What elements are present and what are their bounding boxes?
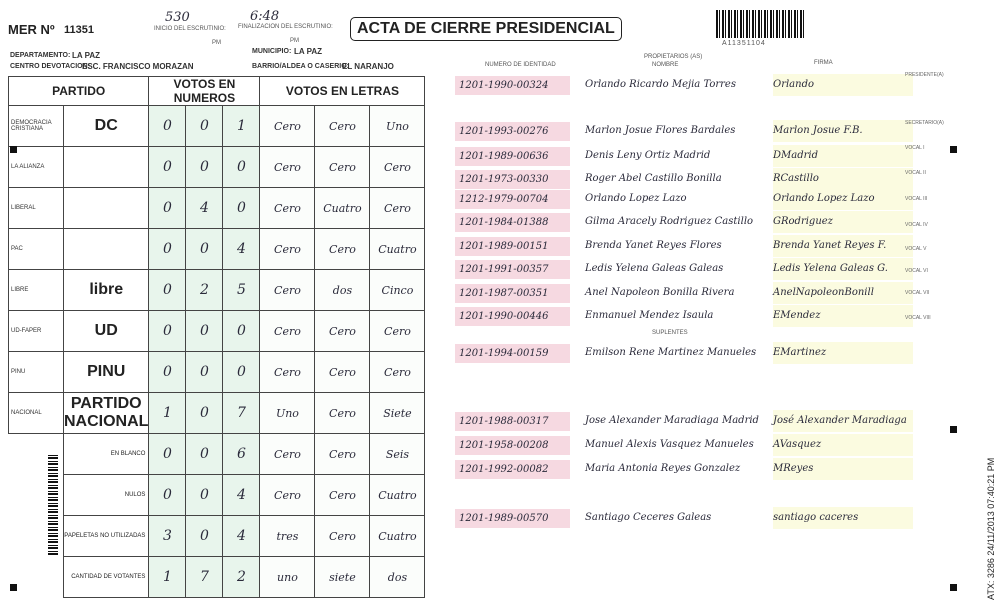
member-row [455, 305, 955, 327]
member-row [455, 235, 955, 257]
member-name: Marlon Josue Flores Bardales [585, 125, 736, 136]
summary-row [9, 516, 425, 557]
votes-word: Cero [370, 311, 425, 352]
summary-digit: 0 [186, 475, 223, 516]
member-row [455, 145, 955, 167]
summary-label: NULOS [64, 475, 149, 516]
member-signature: Orlando Lopez Lazo [773, 188, 913, 210]
member-signature: EMendez [773, 305, 913, 327]
finalizacion-value: 6:48 [250, 9, 280, 24]
party-name: PAC [9, 229, 64, 270]
member-row [455, 282, 955, 304]
party-row [9, 270, 425, 311]
party-name: NACIONAL [9, 393, 64, 434]
suplente-id: 1201-1989-00570 [455, 509, 570, 528]
party-logo: DC [64, 106, 149, 147]
votes-digit: 0 [223, 352, 260, 393]
party-row [9, 188, 425, 229]
votes-digit: 4 [223, 229, 260, 270]
suplente-name: Jose Alexander Maradiaga Madrid [585, 415, 759, 426]
votes-word: Cero [315, 352, 370, 393]
suplente-signature: MReyes [773, 458, 913, 480]
suplente-row [455, 410, 955, 432]
summary-label: PAPELETAS NO UTILIZADAS [64, 516, 149, 557]
party-row [9, 106, 425, 147]
barrio-label: BARRIO/ALDEA O CASERIO: [252, 63, 349, 70]
summary-row [9, 557, 425, 598]
suplente-row [455, 434, 955, 456]
mer-number: 11351 [64, 24, 94, 36]
summary-digit: 0 [186, 516, 223, 557]
votes-word: Siete [370, 393, 425, 434]
votes-table [8, 76, 425, 598]
summary-digit: 1 [149, 557, 186, 598]
member-signature: RCastillo [773, 168, 913, 190]
votes-digit: 5 [223, 270, 260, 311]
votes-digit: 0 [186, 393, 223, 434]
votes-digit: 0 [149, 352, 186, 393]
party-logo: libre [64, 270, 149, 311]
summary-word: uno [260, 557, 315, 598]
votes-digit: 0 [186, 106, 223, 147]
votes-digit: 0 [186, 352, 223, 393]
member-name: Enmanuel Mendez Isaula [585, 310, 714, 321]
party-logo: UD [64, 311, 149, 352]
votes-digit: 0 [223, 147, 260, 188]
votes-word: Cero [260, 147, 315, 188]
votes-digit: 1 [223, 106, 260, 147]
page-title: ACTA DE CIERRE PRESIDENCIAL [350, 17, 622, 41]
votes-word: Cero [315, 311, 370, 352]
suplente-signature: AVasquez [773, 434, 913, 456]
party-logo [64, 229, 149, 270]
votes-digit: 2 [186, 270, 223, 311]
summary-row [9, 475, 425, 516]
party-logo: PINU [64, 352, 149, 393]
votes-word: Cero [370, 188, 425, 229]
votes-word: Cero [260, 106, 315, 147]
votes-digit: 0 [149, 106, 186, 147]
votes-digit: 4 [186, 188, 223, 229]
votes-digit: 0 [149, 270, 186, 311]
member-signature: Marlon Josue F.B. [773, 120, 913, 142]
inicio-value: 530 [165, 10, 190, 25]
votes-word: dos [315, 270, 370, 311]
mer-label: MER Nº [8, 22, 55, 37]
municipio-value: LA PAZ [294, 47, 322, 56]
suplente-name: Santiago Ceceres Galeas [585, 512, 712, 523]
suplente-row [455, 458, 955, 480]
nombre-label: NOMBRE [652, 62, 679, 68]
suplente-name: Manuel Alexis Vasquez Manueles [585, 439, 754, 450]
summary-digit: 0 [186, 434, 223, 475]
finalizacion-label: FINALIZACION DEL ESCRUTINIO: [238, 24, 333, 30]
votes-digit: 0 [149, 147, 186, 188]
votes-word: Uno [260, 393, 315, 434]
suplente-signature: EMartinez [773, 342, 913, 364]
party-row [9, 393, 425, 434]
municipio-label: MUNICIPIO: [252, 48, 292, 55]
votes-digit: 1 [149, 393, 186, 434]
member-name: Brenda Yanet Reyes Flores [585, 240, 722, 251]
member-name: Ledis Yelena Galeas Galeas [585, 263, 724, 274]
summary-word: Cero [315, 434, 370, 475]
centro-label: CENTRO DEVOTACION: [10, 63, 90, 70]
member-row [455, 188, 955, 210]
party-name: PINU [9, 352, 64, 393]
votes-digit: 7 [223, 393, 260, 434]
member-signature: Orlando [773, 74, 913, 96]
summary-digit: 3 [149, 516, 186, 557]
member-id: 1201-1984-01388 [455, 213, 570, 232]
party-name: UD-FAPER [9, 311, 64, 352]
summary-row [9, 434, 425, 475]
suplente-id: 1201-1958-00208 [455, 436, 570, 455]
votes-word: Cero [315, 229, 370, 270]
member-name: Anel Napoleon Bonilla Rivera [585, 287, 735, 298]
col-partido: PARTIDO [9, 77, 149, 106]
barrio-value: EL NARANJO [342, 62, 394, 71]
numero-identidad-label: NUMERO DE IDENTIDAD [485, 62, 556, 68]
member-id: 1201-1973-00330 [455, 170, 570, 189]
summary-digit: 7 [186, 557, 223, 598]
side-stamp: ATX: 3286 24/11/2013 07:40:21 PM [986, 457, 996, 600]
member-signature: DMadrid [773, 145, 913, 167]
party-row [9, 229, 425, 270]
barcode-number: A11351104 [722, 40, 766, 47]
suplente-signature: José Alexander Maradiaga [773, 410, 913, 432]
summary-word: Seis [370, 434, 425, 475]
member-row [455, 120, 955, 142]
member-id: 1201-1989-00636 [455, 147, 570, 166]
member-name: Orlando Ricardo Mejia Torres [585, 79, 736, 90]
member-id: 1201-1990-00324 [455, 76, 570, 95]
member-signature: Ledis Yelena Galeas G. [773, 258, 913, 280]
summary-word: Cuatro [370, 516, 425, 557]
suplente-row [455, 507, 955, 529]
propietarios-label: PROPIETARIOS (AS) [644, 54, 703, 60]
summary-digit: 0 [149, 475, 186, 516]
col-numeros: VOTOS EN NUMEROS [149, 77, 260, 106]
votes-digit: 0 [186, 147, 223, 188]
party-row [9, 311, 425, 352]
summary-label: EN BLANCO [64, 434, 149, 475]
member-id: 1201-1990-00446 [455, 307, 570, 326]
summary-word: Cero [260, 434, 315, 475]
summary-digit: 2 [223, 557, 260, 598]
votes-word: Cero [370, 147, 425, 188]
votes-word: Cero [315, 393, 370, 434]
votes-word: Cinco [370, 270, 425, 311]
col-letras: VOTOS EN LETRAS [260, 77, 425, 106]
summary-word: Cero [260, 475, 315, 516]
summary-digit: 6 [223, 434, 260, 475]
member-signature: GRodriguez [773, 211, 913, 233]
party-logo [64, 147, 149, 188]
party-row [9, 352, 425, 393]
member-name: Denis Leny Ortiz Madrid [585, 150, 711, 161]
votes-digit: 0 [186, 311, 223, 352]
member-id: 1201-1991-00357 [455, 260, 570, 279]
party-logo [64, 188, 149, 229]
votes-word: Cero [260, 188, 315, 229]
votes-word: Cero [260, 352, 315, 393]
votes-word: Cuatro [315, 188, 370, 229]
summary-digit: 4 [223, 516, 260, 557]
party-name: DEMOCRACIA CRISTIANA [9, 106, 64, 147]
centro-value: ESC. FRANCISCO MORAZAN [82, 62, 194, 71]
summary-word: tres [260, 516, 315, 557]
votes-digit: 0 [149, 188, 186, 229]
votes-word: Cero [315, 106, 370, 147]
member-signature: AnelNapoleonBonill [773, 282, 913, 304]
suplente-row [455, 342, 955, 364]
votes-digit: 0 [223, 188, 260, 229]
votes-word: Cero [260, 229, 315, 270]
suplente-id: 1201-1992-00082 [455, 460, 570, 479]
side-barcode [48, 455, 58, 555]
suplente-name: Emilson Rene Martinez Manueles [585, 347, 757, 358]
inicio-suffix: PM [212, 40, 221, 46]
summary-word: Cuatro [370, 475, 425, 516]
member-signature: Brenda Yanet Reyes F. [773, 235, 913, 257]
votes-digit: 0 [186, 229, 223, 270]
party-row [9, 147, 425, 188]
departamento-label: DEPARTAMENTO: [10, 52, 71, 59]
finalizacion-suffix: PM [290, 38, 299, 44]
votes-word: Cero [260, 311, 315, 352]
suplente-id: 1201-1994-00159 [455, 344, 570, 363]
member-row [455, 168, 955, 190]
votes-word: Cuatro [370, 229, 425, 270]
summary-word: dos [370, 557, 425, 598]
member-row [455, 74, 955, 96]
votes-word: Cero [260, 270, 315, 311]
party-name: LA ALIANZA [9, 147, 64, 188]
suplente-id: 1201-1988-00317 [455, 412, 570, 431]
member-id: 1201-1987-00351 [455, 284, 570, 303]
summary-word: Cero [315, 475, 370, 516]
summary-digit: 0 [149, 434, 186, 475]
suplentes-label: SUPLENTES [652, 330, 688, 336]
member-name: Orlando Lopez Lazo [585, 193, 687, 204]
suplente-name: Maria Antonia Reyes Gonzalez [585, 463, 741, 474]
votes-digit: 0 [149, 229, 186, 270]
barcode [716, 10, 804, 38]
inicio-label: INICIO DEL ESCRUTINIO: [154, 26, 226, 32]
votes-digit: 0 [223, 311, 260, 352]
party-logo: PARTIDO NACIONAL [64, 393, 149, 434]
summary-word: Cero [315, 516, 370, 557]
member-name: Roger Abel Castillo Bonilla [585, 173, 722, 184]
member-id: 1201-1993-00276 [455, 122, 570, 141]
member-row [455, 211, 955, 233]
summary-label: CANTIDAD DE VOTANTES [64, 557, 149, 598]
member-id: 1212-1979-00704 [455, 190, 570, 209]
suplente-signature: santiago caceres [773, 507, 913, 529]
votes-word: Cero [370, 352, 425, 393]
votes-word: Uno [370, 106, 425, 147]
member-name: Gilma Aracely Rodriguez Castillo [585, 216, 754, 227]
votes-word: Cero [315, 147, 370, 188]
member-row [455, 258, 955, 280]
member-id: 1201-1989-00151 [455, 237, 570, 256]
summary-digit: 4 [223, 475, 260, 516]
votes-digit: 0 [149, 311, 186, 352]
party-name: LIBRE [9, 270, 64, 311]
party-name: LIBERAL [9, 188, 64, 229]
summary-word: siete [315, 557, 370, 598]
firma-label: FIRMA [814, 60, 833, 66]
departamento-value: LA PAZ [72, 51, 100, 60]
